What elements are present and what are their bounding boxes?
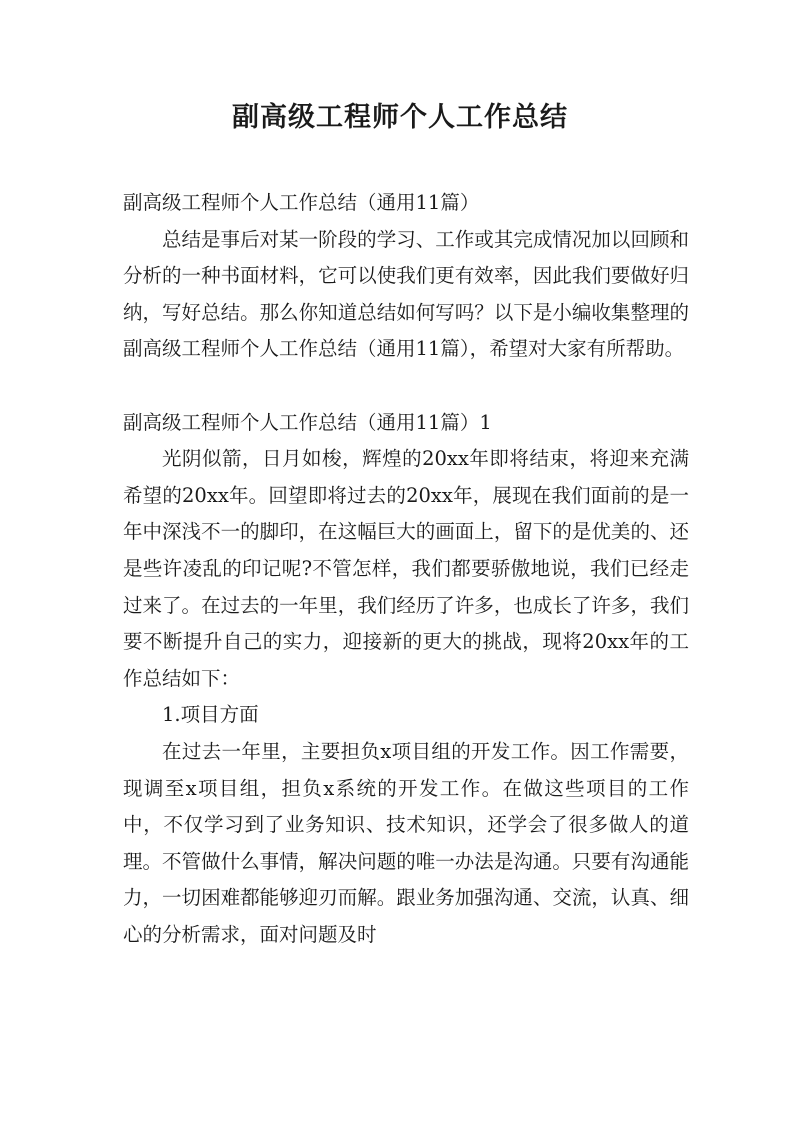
document-body [123,185,689,953]
section1-paragraph: 光阴似箭，日月如梭，辉煌的20xx年即将结束，将迎来充满希望的20xx年。回望即将过去的20xx年，展现在我们面前的是一年中深浅不一的脚印，在这幅巨大的画面上，留下的是优美的、还是些许凌乱的印记呢?不管怎样，我们都要骄傲地说，我们已经走过来了。在过去的一年里，我们经历了许多，也成长了许多，我们要不断提升自己的实力，迎接新的更大的挑战，现将20xx年的工作总结如下： [123,447,689,690]
paragraph-spacer [123,368,689,405]
item1-paragraph: 在过去一年里，主要担负x项目组的开发工作。因工作需要，现调至x项目组，担负x系统的开发工作。在做这些项目的工作中，不仅学习到了业务知识、技术知识，还学会了很多做人的道理。不管做什么事情，解决问题的唯一办法是沟通。只要有沟通能力，一切困难都能够迎刃而解。跟业务加强沟通、交流，认真、细心的分析需求，面对问题及时 [123,739,689,946]
item1-heading: 1.项目方面 [162,703,259,727]
intro-heading: 副高级工程师个人工作总结（通用11篇） [123,191,480,214]
intro-paragraph: 总结是事后对某一阶段的学习、工作或其完成情况加以回顾和分析的一种书面材料，它可以使我们更有效率，因此我们要做好归纳，写好总结。那么你知道总结如何写吗？以下是小编收集整理的副高级工程师个人工作总结（通用11篇），希望对大家有所帮助。 [123,227,689,361]
document-title: 副高级工程师个人工作总结 [232,102,568,133]
section1-heading: 副高级工程师个人工作总结（通用11篇）1 [123,410,492,434]
